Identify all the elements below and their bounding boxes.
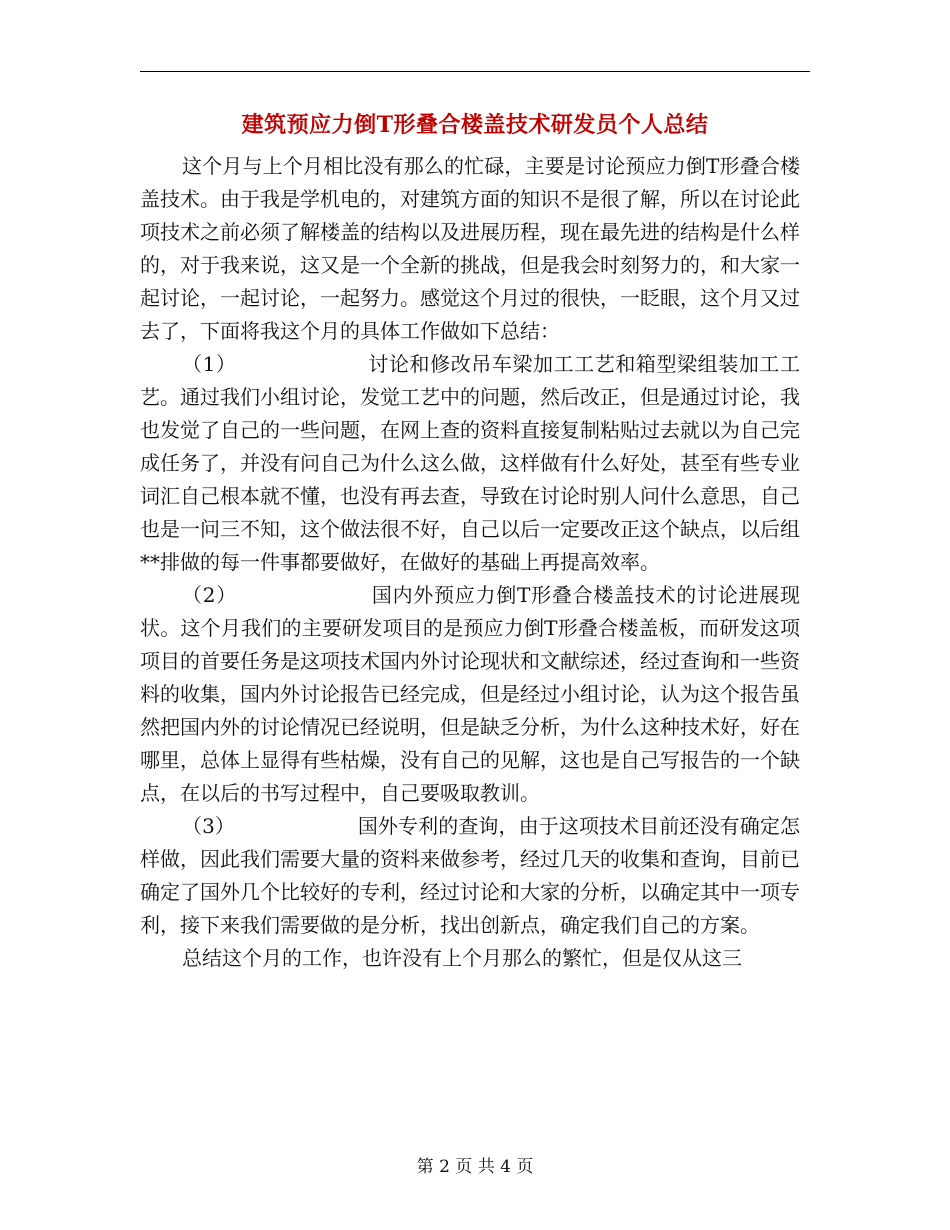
item-3-paragraph: [140, 810, 800, 942]
item-2-text: 国内外预应力倒T形叠合楼盖技术的讨论进展现状。这个月我们的主要研发项目的是预应力倒T形叠合楼盖板，而研发这项项目的首要任务是这项技术国内外讨论现状和文献综述，经过查询和一些资料的收集，国内外讨论报告已经完成，但是经过小组讨论，认为这个报告虽然把国内外的讨论情况已经说明，但是缺乏分析，为什么这种技术好，好在哪里，总体上显得有些枯燥，没有自己的见解，这也是自己写报告的一个缺点，在以后的书写过程中，自己要吸取教训。: [140, 583, 800, 805]
header-rule: [140, 71, 810, 72]
intro-paragraph: 这个月与上个月相比没有那么的忙碌，主要是讨论预应力倒T形叠合楼盖技术。由于我是学机电的，对建筑方面的知识不是很了解，所以在讨论此项技术之前必须了解楼盖的结构以及进展历程，现在最先进的结构是什么样的，对于我来说，这又是一个全新的挑战，但是我会时刻努力的，和大家一起讨论，一起讨论，一起努力。感觉这个月过的很快，一眨眼，这个月又过去了，下面将我这个月的具体工作做如下总结：: [140, 154, 800, 343]
item-1-text: 讨论和修改吊车梁加工工艺和箱型梁组装加工工艺。通过我们小组讨论，发觉工艺中的问题，然后改正，但是通过讨论，我也发觉了自己的一些问题，在网上查的资料直接复制粘贴过去就以为自己完成任务了，并没有问自己为什么这么做，这样做有什么好处，甚至有些专业词汇自己根本就不懂，也没有再去查，导致在讨论时别人问什么意思，自己也是一问三不知，这个做法很不好，自己以后一定要改正这个缺点，以后组**排做的每一件事都要做好，在做好的基础上再提高效率。: [140, 352, 801, 574]
item-3-number: （3）: [182, 814, 236, 838]
item-1-gap: [236, 352, 368, 376]
item-2-number: （2）: [182, 583, 237, 607]
item-3-gap: [235, 814, 358, 838]
page-footer: 第 2 页 共 4 页: [416, 1157, 534, 1177]
item-2-paragraph: [140, 579, 800, 810]
document-title: 建筑预应力倒T形叠合楼盖技术研发员个人总结: [241, 112, 709, 138]
item-1-paragraph: [140, 348, 800, 579]
item-2-gap: [237, 583, 372, 607]
item-1-number: （1）: [182, 352, 237, 376]
document-body: [140, 150, 800, 975]
closing-paragraph: 总结这个月的工作，也许没有上个月那么的繁忙，但是仅从这三: [182, 946, 742, 970]
item-3-text: 国外专利的查询，由于这项技术目前还没有确定怎样做，因此我们需要大量的资料来做参考，经过几天的收集和查询，目前已确定了国外几个比较好的专利，经过讨论和大家的分析，以确定其中一项专利，接下来我们需要做的是分析，找出创新点，确定我们自己的方案。: [140, 814, 800, 937]
